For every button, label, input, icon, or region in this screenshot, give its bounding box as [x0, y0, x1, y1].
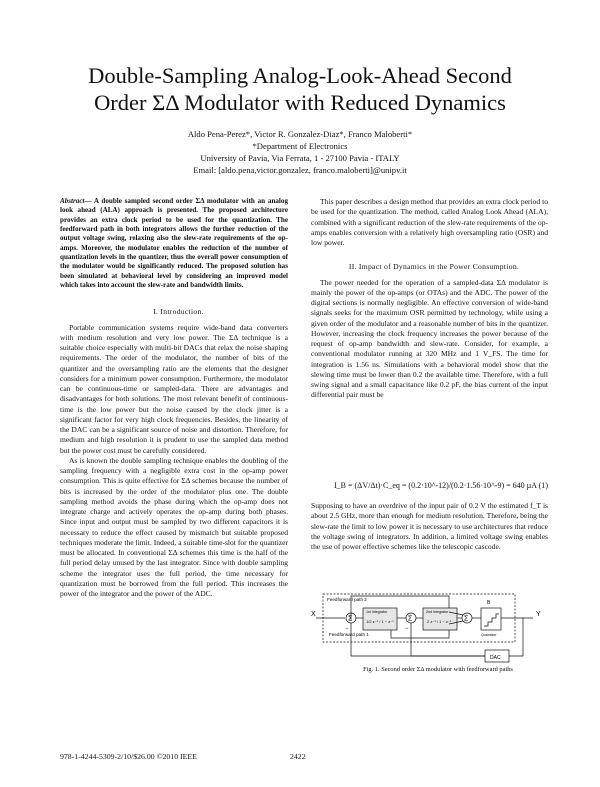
right-column: [311, 197, 548, 401]
quantizer-label: Quantizer: [481, 633, 497, 637]
section-2-title: II. Impact of Dynamics in the Power Consumption.: [348, 262, 520, 272]
abstract: [60, 197, 288, 290]
summer-1-symbol: Σ: [348, 615, 353, 623]
university: University of Pavia, Via Ferrata, 1 - 27100 Pavia - ITALY: [200, 153, 400, 163]
dac-label: DAC: [490, 655, 501, 661]
input-x-label: X: [311, 611, 316, 618]
intro-paragraph-1: Portable communication systems require wide-band data converters with medium resolution and very low power. The ΣΔ technique is a suitable choice especially with multi-bit DACs that relax the noise shaping requirements. The order of the modulator, the number of bits of the quantizer and the oversampling ratio are the elements that the designer considers for a minimum power consumption. Furthermore, the modulator can be continuous-time or sampled-data. There are advantages and disadvantages for both solutions. The most relevant benefit of continuous-time is the low power but the noise caused by the clock jitter is a significant factor for very high clock frequencies. Besides, the linearity of the DAC can be a significant source of noise and distortion. Therefore, for medium and high resolution it is prudent to use the sampled data method but the power cost must be carefully considered.: [60, 322, 288, 455]
left-column: [60, 197, 288, 599]
footer-page-number: 2422: [290, 752, 306, 761]
summer-3-symbol: Σ: [464, 615, 469, 623]
integrator-1-label: 1st Integrator: [366, 610, 388, 614]
equation-text: I_B = (ΔV/Δt)·C_eq = (0.2·10^-12)/(0.2·1.56·10^-9) = 640 µA: [334, 481, 538, 490]
output-y-label: Y: [536, 611, 541, 618]
right-column-lower: [311, 501, 548, 552]
figure-1-block-diagram: [311, 586, 551, 666]
email: Email: [aldo.pena,victor.gonzalez, franco.maloberti]@unipv.it: [193, 165, 407, 175]
author-block: [60, 128, 540, 176]
summer-2-symbol: Σ: [408, 615, 413, 623]
intro-paragraph-2: As is known the double sampling technique enables the doubling of the sampling frequency with a negligible extra cost in the op-amp power consumption. This is quite effective for ΣΔ schemes because the number of bits is increased by the order of the modulator plus one. The double sampling method avoids the phase during which the op-amp does not integrate charge and actively operates the op-amp during both phases. Since input and output must be sampled by two different capacitors it is necessary to reduce the effect caused by mismatch but suitable proposed techniques moderate the limit. Indeed, a suitable time-slot for the quantizer must be allocated. In conventional ΣΔ schemes this time is the half of the full period delay unused by the last integrator. Since with double sampling scheme the integrator uses the full period, the time necessary for quantization must be borrowed from the full period. This increases the power of the integrator and the power of the ADC.: [60, 455, 288, 599]
integrator-2-label: 2nd Integrator: [426, 610, 449, 614]
figure-1-caption: Fig. 1. Second order ΣΔ modulator with feedforward paths: [363, 666, 513, 673]
title-line-1: Double-Sampling Analog-Look-Ahead Second: [88, 63, 512, 88]
summer-1-minus: −: [345, 626, 349, 632]
affiliation: *Department of Electronics: [252, 141, 348, 151]
right-paragraph-1: This paper describes a design method that provides an extra clock period to be used for the quantization. The method, called Analog Look Ahead (ALA), combined with a significant reduction of the slew-rate requirements of the op-amps enables conversion with a relatively high oversampling ratio (OSR) and low power.: [311, 197, 548, 247]
equation-number: (1): [538, 481, 548, 490]
integrator-1-tf: 1/2 z⁻¹ / 1 − z⁻¹: [366, 619, 394, 624]
equation-1: [334, 481, 548, 490]
right-paragraph-3: Supposing to have an overdrive of the input pair of 0.2 V the estimated f_T is about 2.5 GHz, more than enough for medium resolution. Therefore, being the slew-rate the limit to low power it is necessary to use architectures that reduce the voltage swing of integrators. In addition, a limited voltage swing enables the use of power effective schemes like the telescopic cascode.: [311, 501, 548, 551]
author-names: Aldo Pena-Perez*, Victor R. Gonzalez-Diaz*, Franco Maloberti*: [187, 129, 413, 139]
feedforward-path-1-label: Feedforward path 1: [329, 632, 369, 637]
abstract-text: — A double sampled second order ΣΔ modulator with an analog look ahead (ALA) approach is presented. The proposed architecture provides an extra clock period to be used for the quantization. The feedforward path in both integrators allows the further reduction of the output voltage swing, relaxing also the slew-rate requirements of the op-amps. Moreover, the modulator enables the reduction of the number of quantization levels in the quantizer, thus the overall power consumption of the modulator would be significantly reduced. The proposed solution has been simulated at behavioral level by considering an improved model which takes into account the slew-rate and bandwidth limits.: [60, 197, 288, 290]
section-1-title: I. Introduction.: [153, 307, 204, 317]
feedforward-path-2-label: Feedforward path 2: [327, 597, 367, 602]
quantizer-box: [481, 608, 501, 630]
summer-2-minus: −: [405, 626, 409, 632]
paper-title: [40, 62, 560, 116]
footer-copyright: 978-1-4244-5309-2/10/$26.00 ©2010 IEEE: [60, 752, 197, 761]
integrator-2-tf: 2 z⁻¹ / 1 − z⁻¹: [427, 619, 452, 624]
title-line-2: Order ΣΔ Modulator with Reduced Dynamics: [94, 90, 506, 115]
bit-label: B: [487, 600, 491, 606]
right-paragraph-2: The power needed for the operation of a sampled-data ΣΔ modulator is mainly the power of the op-amps (or OTAs) and the ADC. The power of the digital sections is normally negligible. An effective conversion of wide-band signals seeks for the maximum OSR permitted by technology, while using a given order of the modulator and a reasonable number of bits in the quantizer. However, increasing the clock frequency increases the power because of the request of op-amp bandwidth and slew-rate. Consider, for example, a conventional modulator running at 320 MHz and 1 V_FS. The time for integration is 1.56 ns. Simulations with a behavioral model show that the slewing time must be lower than 0.2 the available time. Therefore, with a full swing signal and a small capacitance like 0.2 pF, the bias current of the input differential pair must be: [311, 277, 548, 400]
abstract-label: Abstract: [60, 197, 85, 205]
